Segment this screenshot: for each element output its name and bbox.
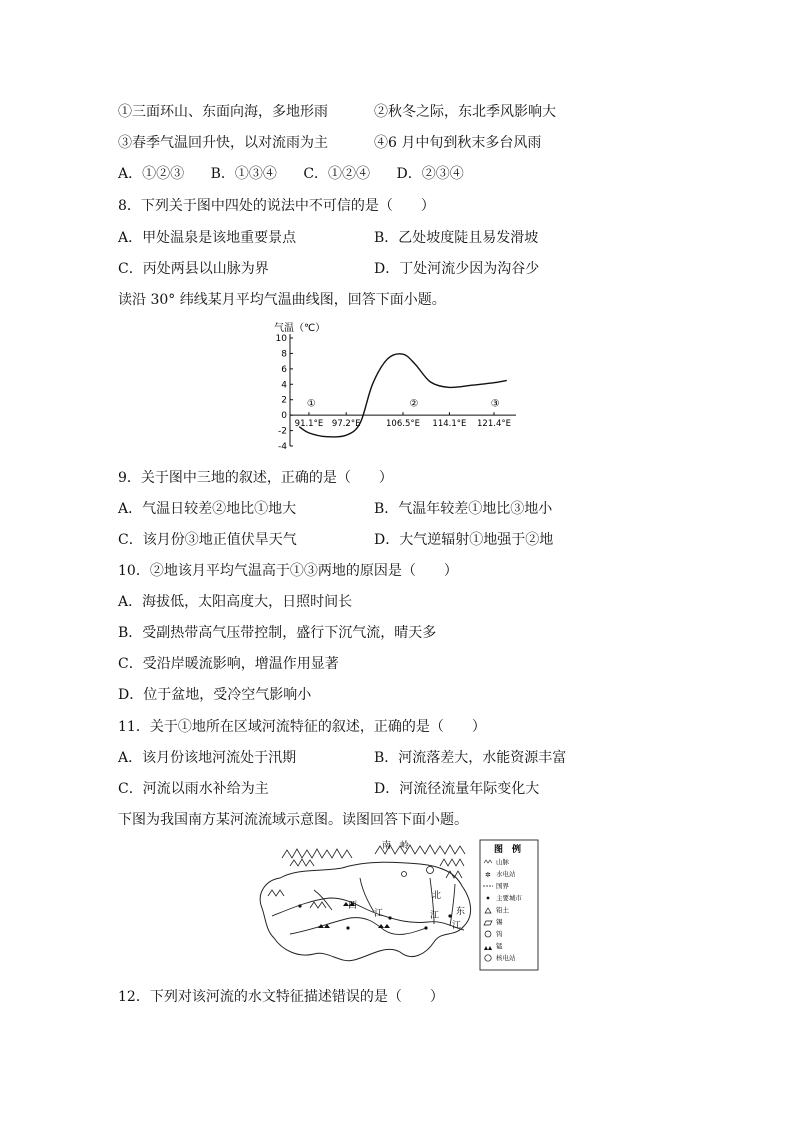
q8-option-b: B．乙处坡度陡且易发滑坡 [374,230,539,246]
map-label-jiang-1: 江 [374,909,384,919]
legend-title: 图 例 [494,845,522,855]
q11-option-b: B．河流落差大，水能资源丰富 [374,750,567,766]
y-tick-label: 10 [275,334,287,344]
y-tick-label: 4 [281,380,287,391]
legend-item: 铅土 [496,906,509,914]
q7-statement-3: ③春季气温回升快，以对流雨为主 [118,135,328,151]
q10-option-a: A．海拔低，太阳高度大，日照时间长 [118,594,353,610]
q7-option-d: D．②③④ [396,166,464,182]
point-label: ① [306,398,316,410]
y-tick-label: 6 [281,364,287,375]
x-tick-label: 121.4°E [477,419,511,430]
q9-option-c: C．该月份③地正值伏旱天气 [118,532,297,548]
map-legend [480,840,538,970]
q12-stem: 12．下列对该河流的水文特征描述错误的是（ ） [118,989,444,1005]
q11-option-a: A．该月份该地河流处于汛期 [118,750,297,766]
map-label-jiang-3: 江 [452,921,462,931]
q11-stem: 11．关于①地所在区域河流特征的叙述，正确的是（ ） [118,719,486,735]
temperature-chart [270,316,530,458]
hydropower-legend-icon: ✲ [485,871,491,879]
chart-ylabel: 气温（℃） [274,323,326,334]
legend-item: 主要城市 [496,894,522,902]
q7-option-c: C．①②④ [303,166,371,182]
legend-item: 国界 [496,882,509,890]
q9-option-a: A．气温日较差②地比①地大 [118,501,297,517]
q8-option-d: D．丁处河流少因为沟谷少 [374,261,540,277]
q8-option-c: C．丙处两县以山脉为界 [118,261,269,277]
q7-statement-1: ①三面环山、东面向海，多地形雨 [118,104,328,120]
map-label-dong: 东 [456,907,466,917]
x-tick-label: 91.1°E [294,419,324,430]
chart-intro: 读沿 30° 纬线某月平均气温曲线图，回答下面小题。 [118,292,446,308]
y-tick-label: 8 [281,349,287,360]
q9-option-b: B．气温年较差①地比③地小 [374,501,553,517]
x-tick-label: 106.5°E [386,419,420,430]
legend-item: 水电站 [496,870,516,878]
city-legend-icon [487,897,490,900]
q11-option-d: D．河流径流量年际变化大 [374,781,540,797]
point-label: ③ [490,398,500,410]
legend-item: 钨 [496,930,503,938]
q10-option-b: B．受副热带高气压带控制，盛行下沉气流，晴天多 [118,625,437,641]
river-basin-map [250,838,542,972]
q10-option-d: D．位于盆地，受冷空气影响小 [118,687,312,703]
map-label-xi: 西 [348,901,358,911]
map-label-jiang-2: 江 [430,911,440,921]
x-tick-label: 97.2°E [331,419,361,430]
y-tick-label: 0 [281,411,287,422]
x-tick-label: 114.1°E [432,419,467,430]
q10-option-c: C．受沿岸暖流影响，增温作用显著 [118,656,339,672]
basin-boundary [260,862,470,961]
point-label: ② [409,398,419,410]
legend-item: 锡 [496,918,503,926]
q7-option-b: B．①③④ [210,166,277,182]
y-tick-label: -2 [278,426,287,437]
q7-option-a: A．①②③ [118,166,185,182]
q7-statement-4: ④6 月中旬到秋末多台风雨 [374,135,542,151]
map-label-bei: 北 [432,891,442,901]
legend-item: 锰 [496,942,503,950]
q10-stem: 10．②地该月平均气温高于①③两地的原因是（ ） [118,563,458,579]
q7-options [118,164,486,184]
q8-stem: 8．下列关于图中四处的说法中不可信的是（ ） [118,198,435,214]
y-tick-label: 2 [281,395,287,406]
legend-item: 山脉 [496,858,509,866]
q9-stem: 9．关于图中三地的叙述，正确的是（ ） [118,470,393,486]
map-label-nanling: 南 岭 [382,841,410,851]
q9-option-d: D．大气逆辐射①地强于②地 [374,532,554,548]
map-intro: 下图为我国南方某河流流域示意图。读图回答下面小题。 [118,812,468,828]
q7-statement-2: ②秋冬之际，东北季风影响大 [374,104,556,120]
q8-option-a: A．甲处温泉是该地重要景点 [118,230,297,246]
q11-option-c: C．河流以雨水补给为主 [118,781,269,797]
legend-item: 核电站 [496,954,516,962]
y-tick-label: -4 [278,442,287,452]
